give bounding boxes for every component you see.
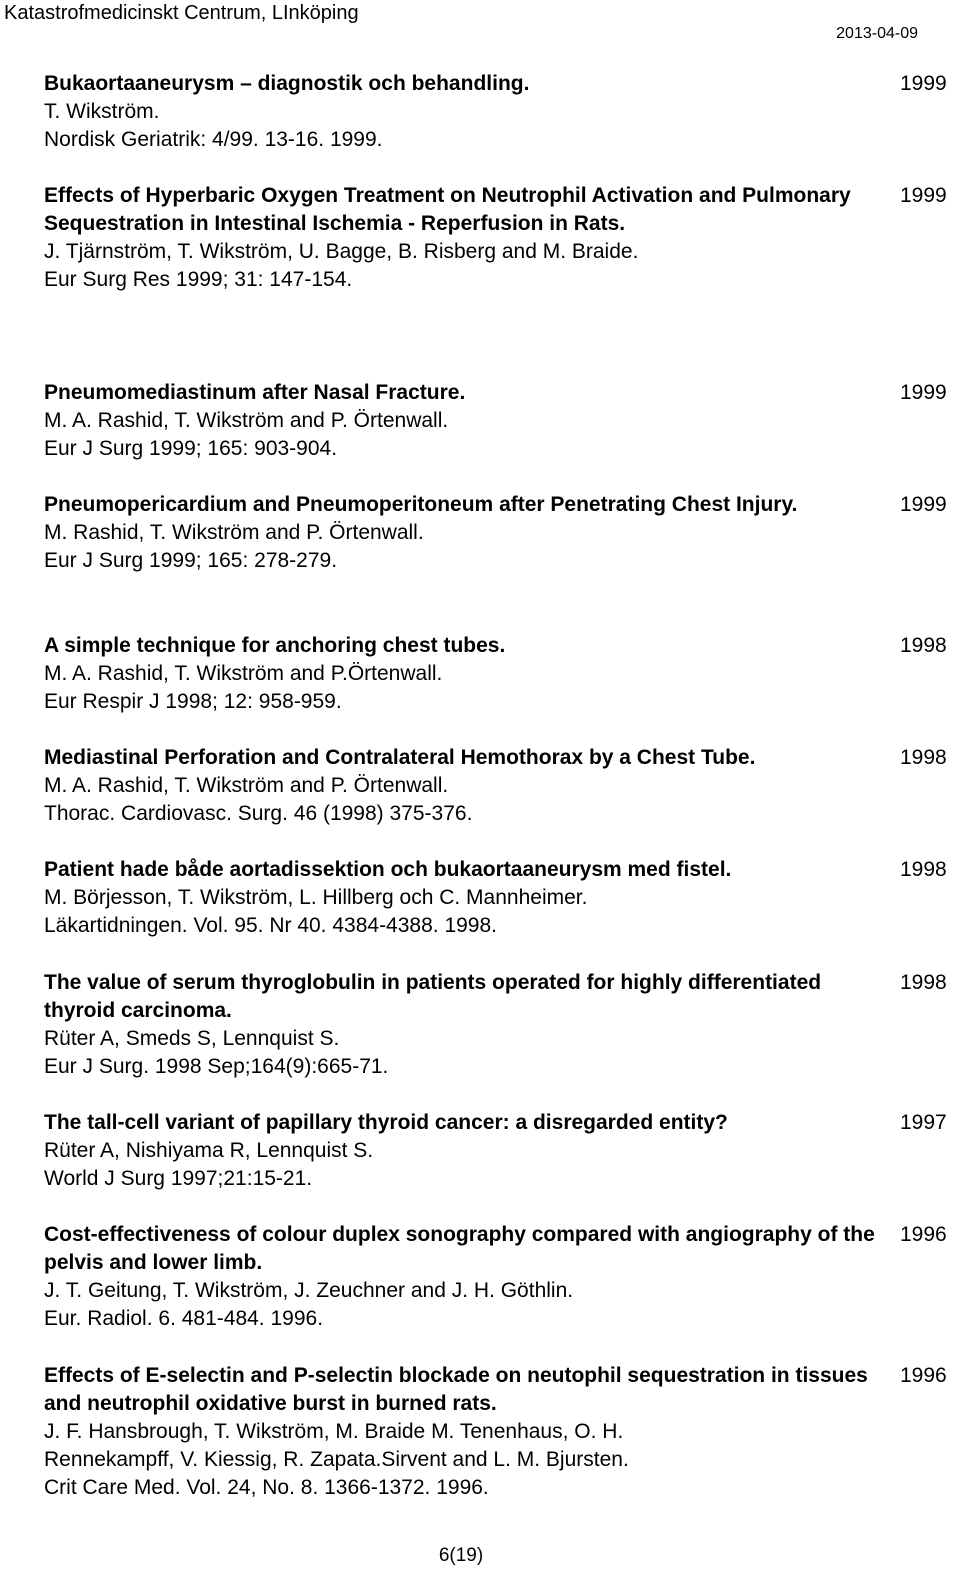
- publication-authors: J. T. Geitung, T. Wikström, J. Zeuchner and J. H. Göthlin.: [44, 1279, 574, 1302]
- publication-year: 1998: [900, 746, 947, 769]
- publication-title: Effects of Hyperbaric Oxygen Treatment on Neutrophil Activation and Pulmonary Sequestration in Intestinal Ischemia - Reperfusion in Rats.: [44, 184, 851, 235]
- publication-authors: J. F. Hansbrough, T. Wikström, M. Braide M. Tenenhaus, O. H.: [44, 1420, 624, 1443]
- publication-year: 1996: [900, 1223, 947, 1246]
- publication-year: 1999: [900, 184, 947, 207]
- page-number: 6(19): [438, 1545, 484, 1566]
- publication-year: 1998: [900, 634, 947, 657]
- publication-citation: Nordisk Geriatrik: 4/99. 13-16. 1999.: [44, 128, 383, 151]
- publication-year: 1998: [900, 858, 947, 881]
- publication-citation: Eur J Surg 1999; 165: 903-904.: [44, 437, 338, 460]
- header-date: 2013-04-09: [836, 25, 918, 42]
- publication-authors: Rüter A, Smeds S, Lennquist S.: [44, 1027, 340, 1050]
- publication-title: The value of serum thyroglobulin in patients operated for highly differentiated thyroid carcinoma.: [44, 971, 822, 1022]
- publication-entry: [44, 1221, 956, 1333]
- publication-year: 1999: [900, 72, 947, 95]
- publication-authors: Rüter A, Nishiyama R, Lennquist S.: [44, 1139, 374, 1162]
- publication-citation: Eur J Surg. 1998 Sep;164(9):665-71.: [44, 1055, 389, 1078]
- publication-entry: [44, 182, 956, 294]
- publication-title: Cost-effectiveness of colour duplex sonography compared with angiography of the pelvis and lower limb.: [44, 1223, 875, 1274]
- publication-title: Effects of E-selectin and P-selectin blockade on neutophil sequestration in tissues and neutrophil oxidative burst in burned rats.: [44, 1364, 868, 1415]
- publication-citation: Läkartidningen. Vol. 95. Nr 40. 4384-4388. 1998.: [44, 914, 497, 937]
- publication-citation: Eur. Radiol. 6. 481-484. 1996.: [44, 1307, 324, 1330]
- publication-citation: Eur Surg Res 1999; 31: 147-154.: [44, 268, 353, 291]
- publication-authors: T. Wikström.: [44, 100, 160, 123]
- publication-entry: [44, 744, 956, 828]
- publication-citation: Eur J Surg 1999; 165: 278-279.: [44, 549, 338, 572]
- publication-authors: M. A. Rashid, T. Wikström and P. Örtenwall.: [44, 409, 449, 432]
- publication-authors: M. Rashid, T. Wikström and P. Örtenwall.: [44, 521, 424, 544]
- publication-entry: [44, 969, 956, 1081]
- publication-authors: J. Tjärnström, T. Wikström, U. Bagge, B. Risberg and M. Braide.: [44, 240, 639, 263]
- header-organization: Katastrofmedicinskt Centrum, LInköping: [4, 2, 359, 24]
- publication-entry: [44, 491, 956, 575]
- publication-citation: Crit Care Med. Vol. 24, No. 8. 1366-1372. 1996.: [44, 1476, 489, 1499]
- publication-citation: Thorac. Cardiovasc. Surg. 46 (1998) 375-376.: [44, 802, 473, 825]
- publication-year: 1997: [900, 1111, 947, 1134]
- publication-year: 1996: [900, 1364, 947, 1387]
- publication-citation: World J Surg 1997;21:15-21.: [44, 1167, 313, 1190]
- publication-title: Patient hade både aortadissektion och bukaortaaneurysm med fistel.: [44, 858, 732, 881]
- publication-entry: [44, 70, 956, 154]
- publication-entry: [44, 1109, 956, 1193]
- publication-title: Mediastinal Perforation and Contralateral Hemothorax by a Chest Tube.: [44, 746, 756, 769]
- publication-year: 1999: [900, 493, 947, 516]
- publication-authors: M. A. Rashid, T. Wikström and P. Örtenwall.: [44, 774, 449, 797]
- publication-entry: [44, 1362, 956, 1502]
- publication-title: Pneumomediastinum after Nasal Fracture.: [44, 381, 466, 404]
- publication-entry: [44, 632, 956, 716]
- publication-citation: Eur Respir J 1998; 12: 958-959.: [44, 690, 342, 713]
- publication-entry: [44, 856, 956, 940]
- publication-authors: M. Börjesson, T. Wikström, L. Hillberg och C. Mannheimer.: [44, 886, 588, 909]
- publication-title: A simple technique for anchoring chest tubes.: [44, 634, 506, 657]
- publication-entry: [44, 379, 956, 463]
- publication-title: The tall-cell variant of papillary thyroid cancer: a disregarded entity?: [44, 1111, 728, 1134]
- publication-year: 1999: [900, 381, 947, 404]
- publication-authors-continued: Rennekampff, V. Kiessig, R. Zapata.Sirvent and L. M. Bjursten.: [44, 1448, 629, 1471]
- publication-year: 1998: [900, 971, 947, 994]
- publication-title: Pneumopericardium and Pneumoperitoneum after Penetrating Chest Injury.: [44, 493, 798, 516]
- publication-title: Bukaortaaneurysm – diagnostik och behandling.: [44, 72, 530, 95]
- publication-authors: M. A. Rashid, T. Wikström and P.Örtenwall.: [44, 662, 443, 685]
